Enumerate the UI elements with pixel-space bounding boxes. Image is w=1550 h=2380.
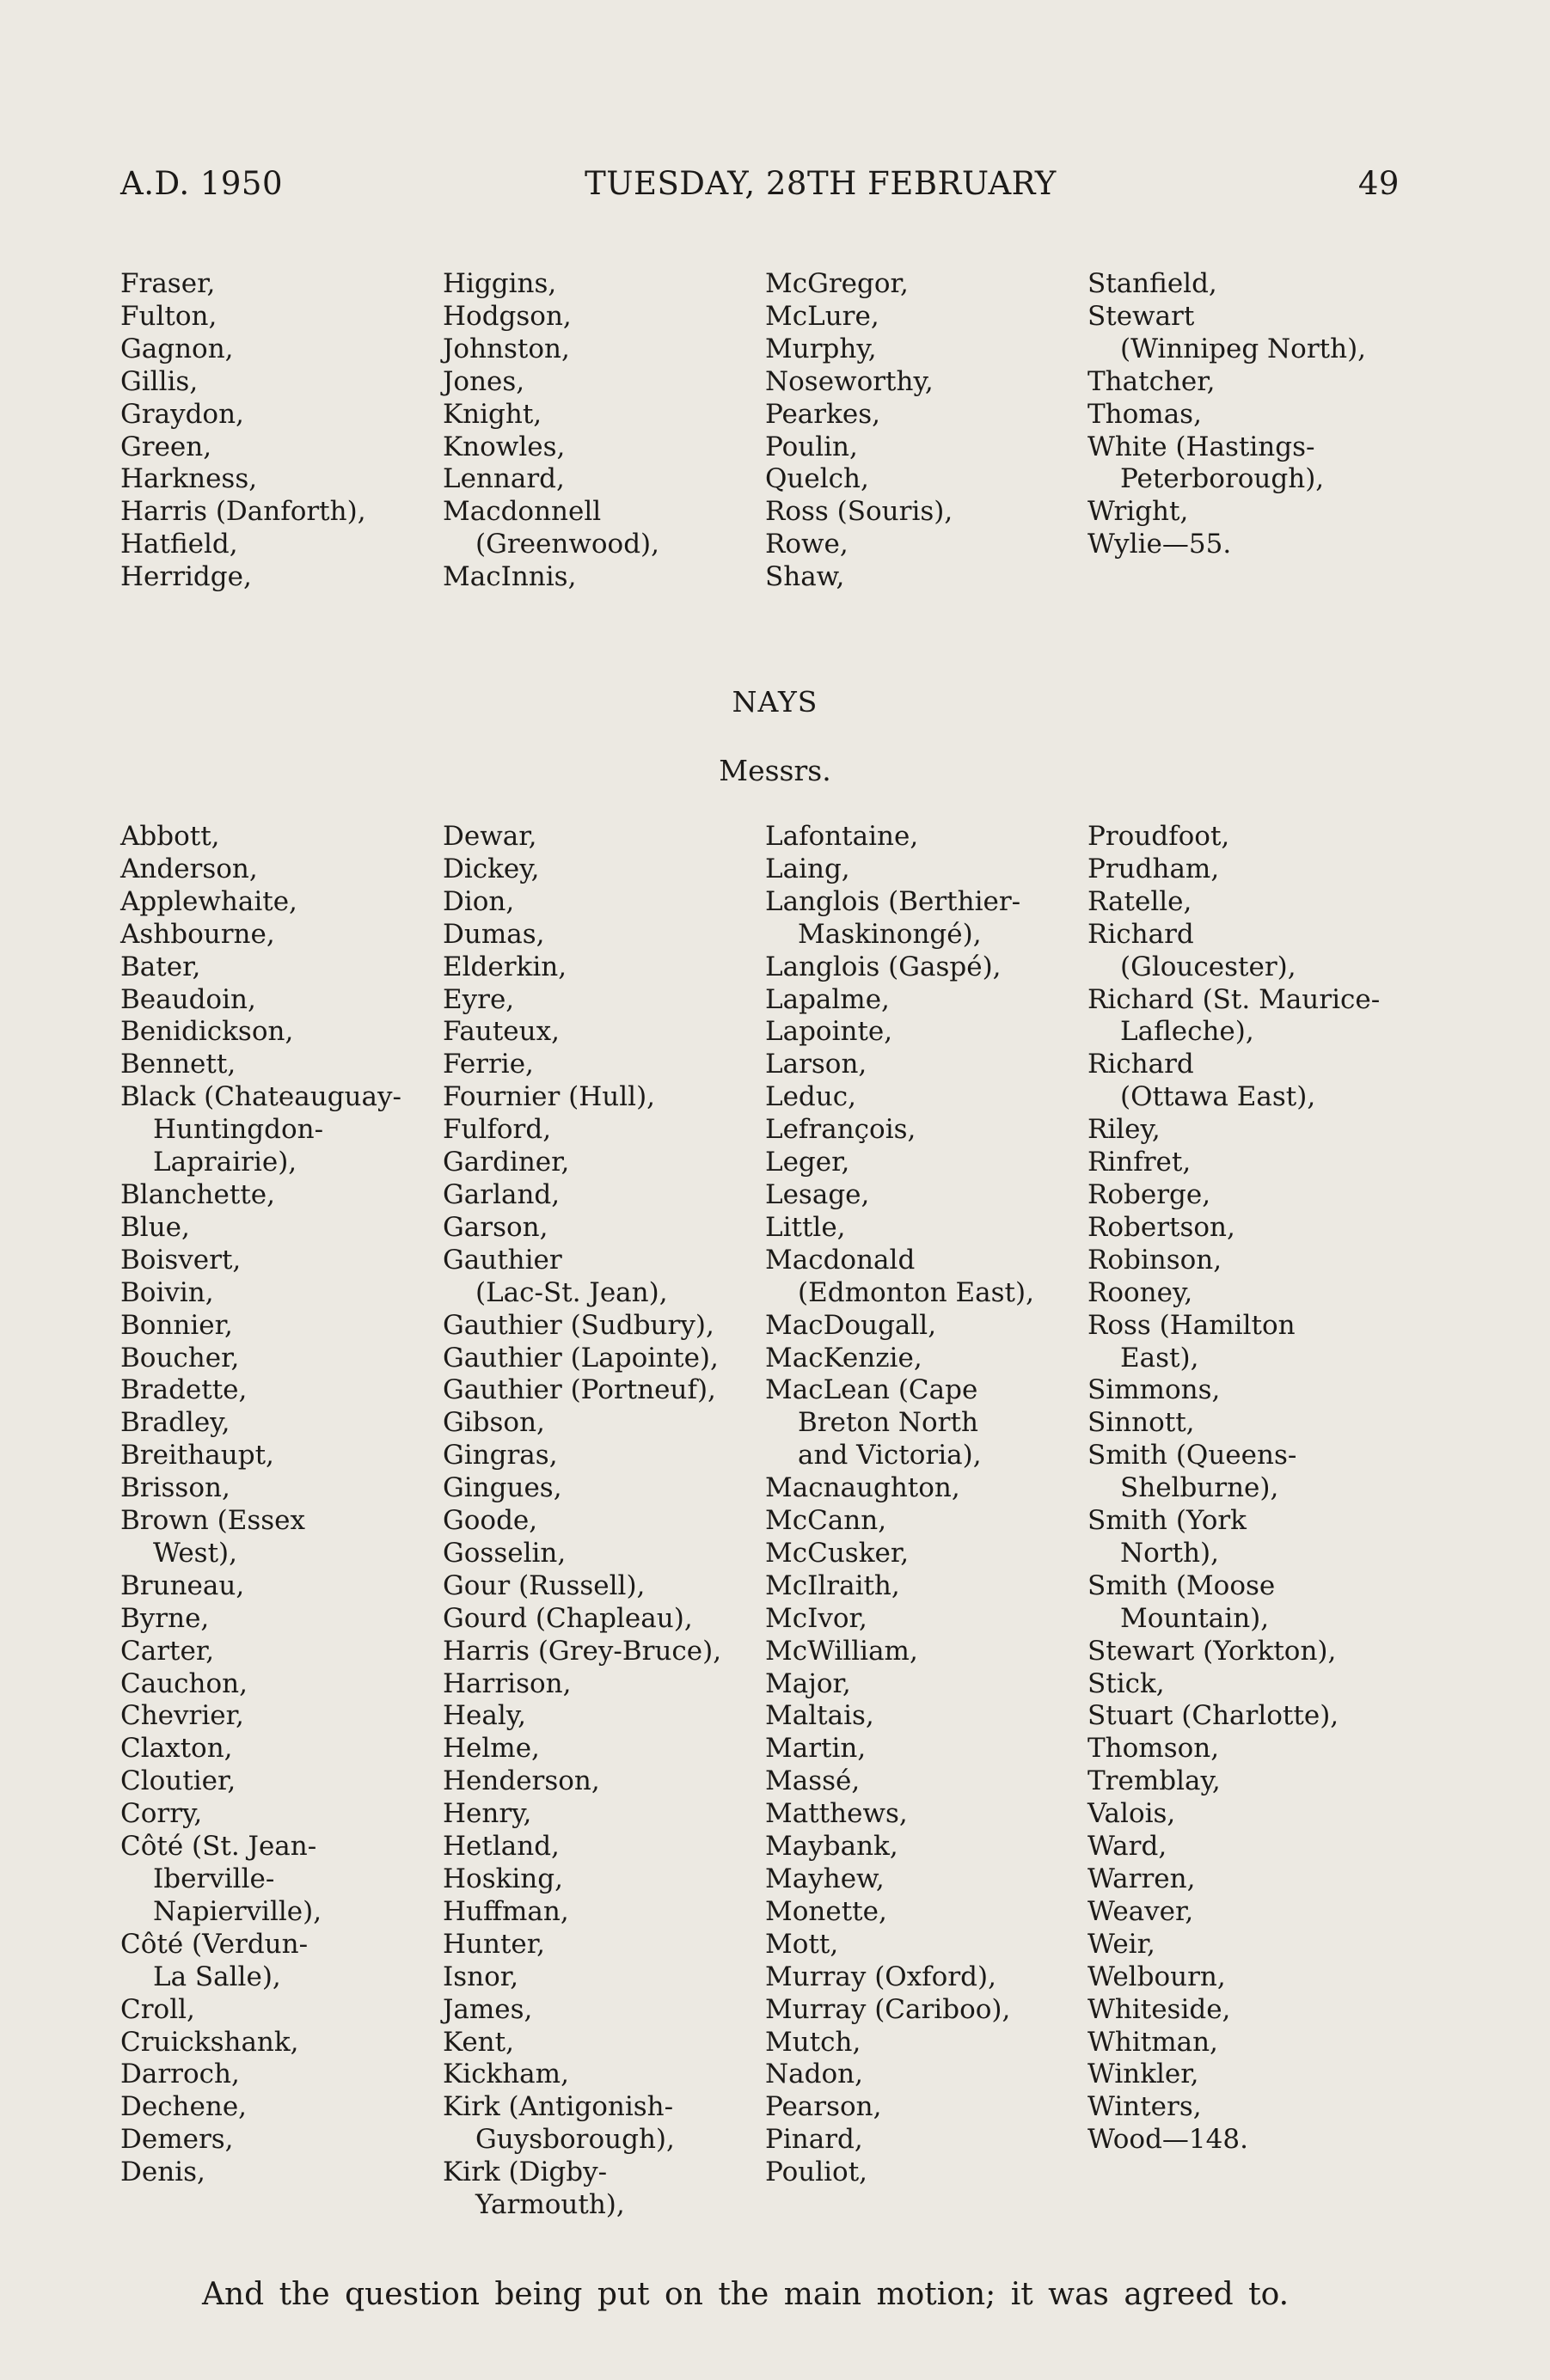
member-name: Breithaupt, xyxy=(120,1440,274,1471)
member-name: Knowles, xyxy=(443,431,566,462)
member-name: McLure, xyxy=(765,300,879,332)
member-name: Whitman, xyxy=(1087,2026,1218,2058)
member-name: Thatcher, xyxy=(1087,365,1216,397)
member-name: Gauthier (Portneuf), xyxy=(443,1374,716,1406)
member-name: Wood—148. xyxy=(1087,2124,1248,2156)
member-name: North), xyxy=(1120,1537,1219,1569)
member-name: (Greenwood), xyxy=(475,529,659,560)
member-name: Henry, xyxy=(443,1798,532,1830)
member-name: Roberge, xyxy=(1087,1178,1211,1210)
member-name: Darroch, xyxy=(120,2059,240,2090)
member-name: Byrne, xyxy=(120,1602,210,1634)
member-name: Applewhaite, xyxy=(120,885,297,917)
member-name: Matthews, xyxy=(765,1798,908,1830)
member-name: Green, xyxy=(120,431,212,462)
member-name: Monette, xyxy=(765,1895,887,1927)
member-name: MacDougall, xyxy=(765,1309,937,1341)
member-name: Dion, xyxy=(443,885,515,917)
member-name: Hosking, xyxy=(443,1863,563,1894)
member-name: Breton North xyxy=(798,1407,978,1439)
member-name: Hetland, xyxy=(443,1831,560,1863)
member-name: Peterborough), xyxy=(1120,463,1325,495)
member-name: Larson, xyxy=(765,1049,867,1080)
member-name: McCusker, xyxy=(765,1537,910,1569)
member-name: Rowe, xyxy=(765,529,849,560)
member-name: Knight, xyxy=(443,398,542,430)
member-name: Proudfoot, xyxy=(1087,821,1230,852)
member-name: Blanchette, xyxy=(120,1178,275,1210)
member-name: Bater, xyxy=(120,951,201,982)
closing-statement: And the question being put on the main motion; it was agreed to. xyxy=(202,2277,1290,2312)
member-name: Cruickshank, xyxy=(120,2026,299,2058)
member-name: Maltais, xyxy=(765,1700,874,1732)
member-name: Weaver, xyxy=(1087,1895,1194,1927)
member-name: Henderson, xyxy=(443,1765,600,1797)
member-name: Helme, xyxy=(443,1733,540,1765)
member-name: Côté (St. Jean- xyxy=(120,1831,317,1863)
member-name: Weir, xyxy=(1087,1928,1155,1960)
member-name: Pinard, xyxy=(765,2124,863,2156)
member-name: Gingras, xyxy=(443,1440,558,1471)
member-name: Iberville- xyxy=(153,1863,275,1894)
member-name: Beaudoin, xyxy=(120,983,256,1015)
member-name: Garland, xyxy=(443,1178,561,1210)
member-name: Dechene, xyxy=(120,2091,248,2123)
member-name: Valois, xyxy=(1087,1798,1176,1830)
member-name: Fulton, xyxy=(120,300,217,332)
member-name: Riley, xyxy=(1087,1114,1161,1146)
member-name: Ward, xyxy=(1087,1831,1167,1863)
member-name: Brisson, xyxy=(120,1472,230,1504)
member-name: MacLean (Cape xyxy=(765,1374,978,1406)
member-name: Bruneau, xyxy=(120,1569,245,1601)
member-name: Gauthier xyxy=(443,1244,562,1276)
member-name: MacInnis, xyxy=(443,561,577,593)
member-name: Tremblay, xyxy=(1087,1765,1221,1797)
member-name: Thomson, xyxy=(1087,1733,1220,1765)
member-name: Stewart xyxy=(1087,300,1195,332)
member-name: Lennard, xyxy=(443,463,565,495)
member-name: Pouliot, xyxy=(765,2157,868,2188)
member-name: Eyre, xyxy=(443,983,515,1015)
member-name: Whiteside, xyxy=(1087,1993,1231,2025)
member-name: Gagnon, xyxy=(120,333,234,364)
page-number: 49 xyxy=(1357,165,1400,202)
member-name: Fournier (Hull), xyxy=(443,1081,656,1113)
member-name: Blue, xyxy=(120,1211,190,1243)
member-name: Langlois (Gaspé), xyxy=(765,951,1002,982)
member-name: Maskinongé), xyxy=(798,918,982,950)
member-name: Quelch, xyxy=(765,463,869,495)
member-name: Graydon, xyxy=(120,398,244,430)
member-name: Huffman, xyxy=(443,1895,569,1927)
name-column xyxy=(765,268,1087,594)
member-name: Dewar, xyxy=(443,821,537,852)
member-name: Black (Chateauguay- xyxy=(120,1081,401,1113)
member-name: Higgins, xyxy=(443,268,557,299)
member-name: Noseworthy, xyxy=(765,365,934,397)
member-name: Prudham, xyxy=(1087,853,1220,884)
member-name: West), xyxy=(153,1537,237,1569)
member-name: McWilliam, xyxy=(765,1635,918,1667)
member-name: Lesage, xyxy=(765,1178,870,1210)
member-name: Winters, xyxy=(1087,2091,1202,2123)
member-name: Dickey, xyxy=(443,853,540,884)
member-name: Benidickson, xyxy=(120,1016,294,1048)
member-name: Robertson, xyxy=(1087,1211,1235,1243)
member-name: Murphy, xyxy=(765,333,877,364)
member-name: (Gloucester), xyxy=(1120,951,1296,982)
member-name: Gillis, xyxy=(120,365,199,397)
member-name: Macdonald xyxy=(765,1244,916,1276)
member-name: Wright, xyxy=(1087,496,1189,528)
messrs-label: Messrs. xyxy=(719,754,831,787)
member-name: Lefrançois, xyxy=(765,1114,916,1146)
member-name: Bradette, xyxy=(120,1374,248,1406)
member-name: Smith (Queens- xyxy=(1087,1440,1297,1471)
member-name: Bradley, xyxy=(120,1407,230,1439)
member-name: Elderkin, xyxy=(443,951,567,982)
member-name: Sinnott, xyxy=(1087,1407,1195,1439)
member-name: Kirk (Antigonish- xyxy=(443,2091,674,2123)
name-column xyxy=(765,821,1087,2222)
member-name: Johnston, xyxy=(443,333,570,364)
member-name: Thomas, xyxy=(1087,398,1202,430)
member-name: Macnaughton, xyxy=(765,1472,960,1504)
name-column xyxy=(1087,821,1410,2222)
member-name: (Ottawa East), xyxy=(1120,1081,1316,1113)
member-name: Ashbourne, xyxy=(120,918,275,950)
member-name: Shaw, xyxy=(765,561,845,593)
member-name: Winkler, xyxy=(1087,2059,1199,2090)
member-name: La Salle), xyxy=(153,1961,281,1992)
member-name: Boucher, xyxy=(120,1342,240,1374)
member-name: Fulford, xyxy=(443,1114,552,1146)
member-name: and Victoria), xyxy=(798,1440,982,1471)
member-name: Yarmouth), xyxy=(475,2189,625,2221)
member-name: Fraser, xyxy=(120,268,216,299)
member-name: Mayhew, xyxy=(765,1863,885,1894)
member-name: Harrison, xyxy=(443,1667,572,1699)
running-header xyxy=(120,165,1400,202)
member-name: Boivin, xyxy=(120,1276,214,1308)
member-name: Stewart (Yorkton), xyxy=(1087,1635,1337,1667)
member-name: Huntingdon- xyxy=(153,1114,324,1146)
member-name: Gosselin, xyxy=(443,1537,567,1569)
page-title: TUESDAY, 28TH FEBRUARY xyxy=(585,165,1057,202)
member-name: Leger, xyxy=(765,1147,850,1178)
member-name: (Winnipeg North), xyxy=(1120,333,1367,364)
member-name: Stick, xyxy=(1087,1667,1165,1699)
member-name: McCann, xyxy=(765,1505,887,1537)
member-name: Côté (Verdun- xyxy=(120,1928,309,1960)
member-name: Rinfret, xyxy=(1087,1147,1192,1178)
member-name: Macdonnell xyxy=(443,496,602,528)
member-name: Goode, xyxy=(443,1505,538,1537)
member-name: McGregor, xyxy=(765,268,909,299)
member-name: Napierville), xyxy=(153,1895,322,1927)
member-name: Little, xyxy=(765,1211,846,1243)
member-name: Dumas, xyxy=(443,918,545,950)
member-name: Nadon, xyxy=(765,2059,863,2090)
member-name: Denis, xyxy=(120,2157,205,2188)
nays-heading: NAYS xyxy=(732,685,818,719)
member-name: Kirk (Digby- xyxy=(443,2157,608,2188)
name-column xyxy=(1087,268,1410,594)
member-name: Massé, xyxy=(765,1765,861,1797)
member-name: Major, xyxy=(765,1667,851,1699)
member-name: Gourd (Chapleau), xyxy=(443,1602,693,1634)
member-name: East), xyxy=(1120,1342,1199,1374)
member-name: McIlraith, xyxy=(765,1569,900,1601)
member-name: Kent, xyxy=(443,2026,514,2058)
name-column xyxy=(120,268,443,594)
member-name: Ross (Hamilton xyxy=(1087,1309,1296,1341)
member-name: Jones, xyxy=(443,365,525,397)
member-name: Pearson, xyxy=(765,2091,882,2123)
member-name: Robinson, xyxy=(1087,1244,1222,1276)
member-name: Croll, xyxy=(120,1993,195,2025)
member-name: Maybank, xyxy=(765,1831,898,1863)
member-name: (Edmonton East), xyxy=(798,1276,1034,1308)
member-name: Pearkes, xyxy=(765,398,881,430)
member-name: Isnor, xyxy=(443,1961,519,1992)
member-name: Mott, xyxy=(765,1928,839,1960)
member-name: Simmons, xyxy=(1087,1374,1221,1406)
member-name: Harris (Grey-Bruce), xyxy=(443,1635,722,1667)
yeas-name-list xyxy=(120,268,1410,594)
member-name: Ross (Souris), xyxy=(765,496,953,528)
member-name: Stuart (Charlotte), xyxy=(1087,1700,1339,1732)
member-name: Smith (York xyxy=(1087,1505,1247,1537)
member-name: Laing, xyxy=(765,853,850,884)
member-name: Leduc, xyxy=(765,1081,856,1113)
member-name: Hunter, xyxy=(443,1928,546,1960)
member-name: MacKenzie, xyxy=(765,1342,922,1374)
member-name: Harkness, xyxy=(120,463,258,495)
member-name: Lafontaine, xyxy=(765,821,919,852)
member-name: Gauthier (Sudbury), xyxy=(443,1309,714,1341)
member-name: Anderson, xyxy=(120,853,258,884)
member-name: Bonnier, xyxy=(120,1309,233,1341)
member-name: Laprairie), xyxy=(153,1147,297,1178)
member-name: Richard xyxy=(1087,1049,1194,1080)
member-name: Herridge, xyxy=(120,561,252,593)
member-name: Carter, xyxy=(120,1635,215,1667)
member-name: Healy, xyxy=(443,1700,527,1732)
member-name: Demers, xyxy=(120,2124,234,2156)
member-name: Martin, xyxy=(765,1733,867,1765)
member-name: Claxton, xyxy=(120,1733,233,1765)
nays-name-list xyxy=(120,821,1410,2222)
member-name: Hatfield, xyxy=(120,529,238,560)
member-name: Stanfield, xyxy=(1087,268,1217,299)
member-name: Brown (Essex xyxy=(120,1505,305,1537)
member-name: Gibson, xyxy=(443,1407,545,1439)
member-name: Rooney, xyxy=(1087,1276,1193,1308)
member-name: Warren, xyxy=(1087,1863,1196,1894)
member-name: Gingues, xyxy=(443,1472,562,1504)
member-name: Langlois (Berthier- xyxy=(765,885,1021,917)
member-name: McIvor, xyxy=(765,1602,867,1634)
member-name: Bennett, xyxy=(120,1049,236,1080)
name-column xyxy=(443,821,765,2222)
member-name: Murray (Cariboo), xyxy=(765,1993,1011,2025)
member-name: Boisvert, xyxy=(120,1244,242,1276)
member-name: James, xyxy=(443,1993,533,2025)
member-name: Richard xyxy=(1087,918,1194,950)
member-name: Chevrier, xyxy=(120,1700,244,1732)
member-name: (Lac-St. Jean), xyxy=(475,1276,668,1308)
member-name: Harris (Danforth), xyxy=(120,496,366,528)
member-name: Garson, xyxy=(443,1211,548,1243)
member-name: Guysborough), xyxy=(475,2124,675,2156)
member-name: Ferrie, xyxy=(443,1049,534,1080)
member-name: Lapalme, xyxy=(765,983,890,1015)
member-name: Fauteux, xyxy=(443,1016,560,1048)
member-name: Cloutier, xyxy=(120,1765,236,1797)
member-name: Abbott, xyxy=(120,821,220,852)
member-name: Welbourn, xyxy=(1087,1961,1226,1992)
member-name: Gauthier (Lapointe), xyxy=(443,1342,719,1374)
member-name: Hodgson, xyxy=(443,300,572,332)
member-name: Cauchon, xyxy=(120,1667,248,1699)
member-name: Lafleche), xyxy=(1120,1016,1254,1048)
member-name: Smith (Moose xyxy=(1087,1569,1276,1601)
member-name: Shelburne), xyxy=(1120,1472,1279,1504)
member-name: Ratelle, xyxy=(1087,885,1192,917)
member-name: Corry, xyxy=(120,1798,203,1830)
member-name: Richard (St. Maurice- xyxy=(1087,983,1381,1015)
member-name: Murray (Oxford), xyxy=(765,1961,996,1992)
member-name: Poulin, xyxy=(765,431,858,462)
member-name: Kickham, xyxy=(443,2059,569,2090)
member-name: Gardiner, xyxy=(443,1147,570,1178)
name-column xyxy=(120,821,443,2222)
member-name: Mountain), xyxy=(1120,1602,1270,1634)
member-name: Lapointe, xyxy=(765,1016,893,1048)
member-name: Gour (Russell), xyxy=(443,1569,646,1601)
member-name: White (Hastings- xyxy=(1087,431,1315,462)
member-name: Wylie—55. xyxy=(1087,529,1232,560)
name-column xyxy=(443,268,765,594)
member-name: Mutch, xyxy=(765,2026,861,2058)
year-label: A.D. 1950 xyxy=(120,165,284,202)
